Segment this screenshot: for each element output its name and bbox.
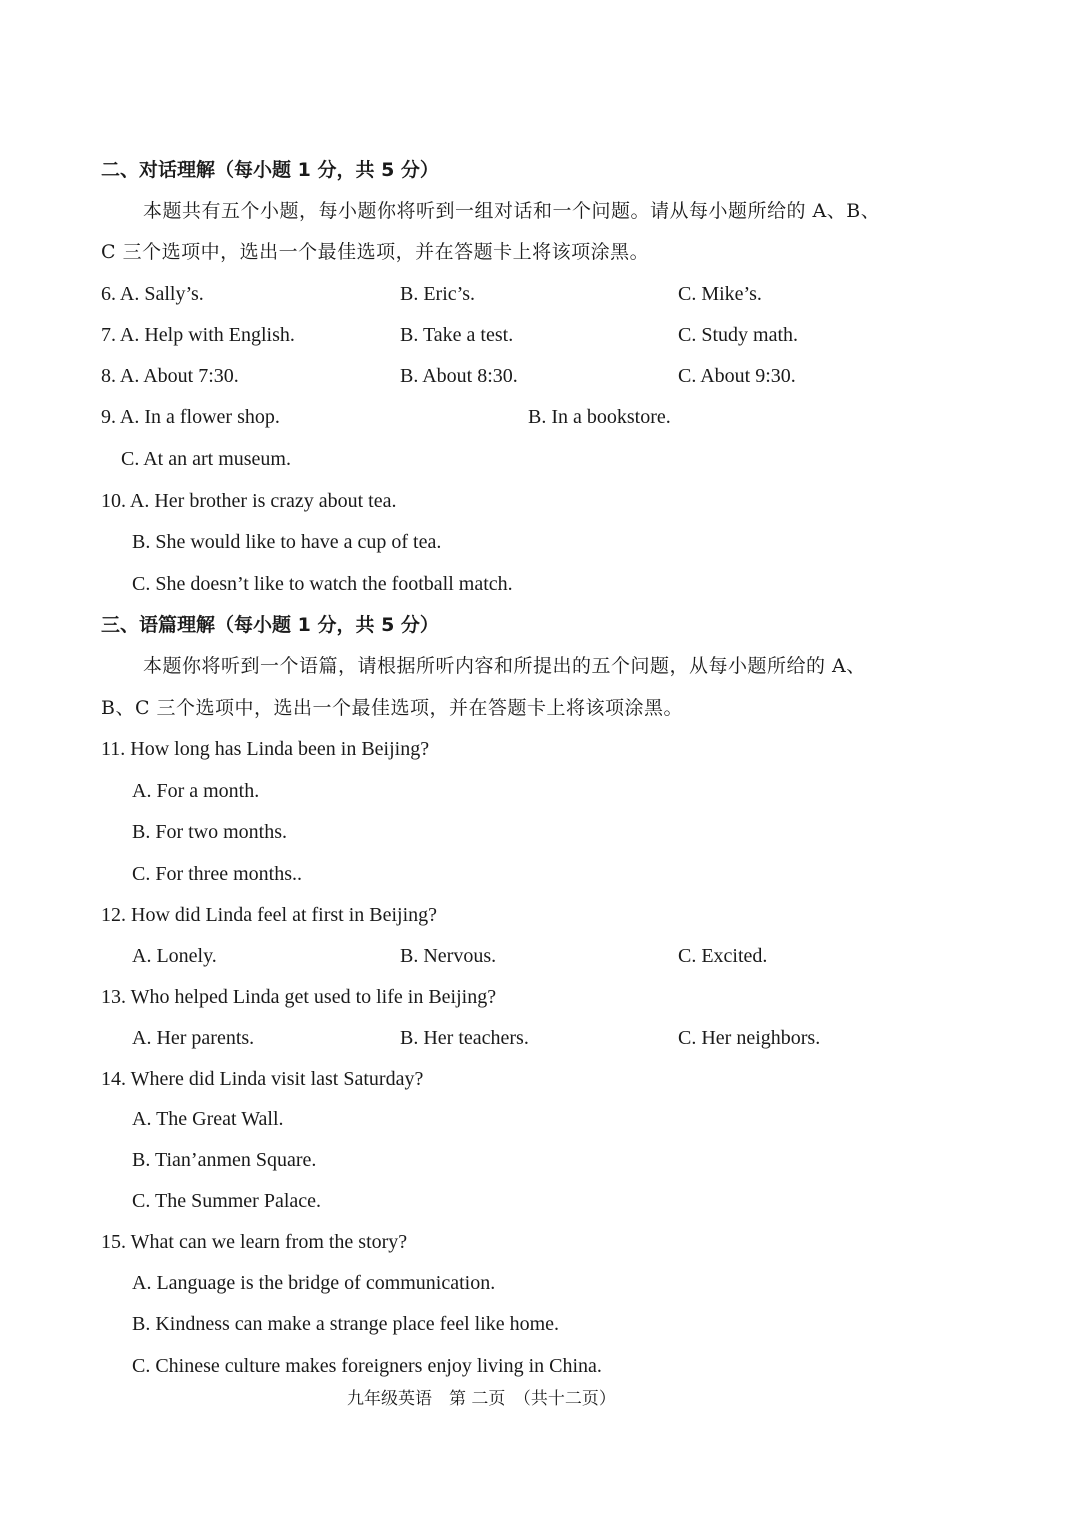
q15-question: 15. What can we learn from the story?: [101, 1231, 408, 1253]
q11-option-c: C. For three months..: [132, 863, 302, 885]
section-3-instructions-line-2: B、C 三个选项中，选出一个最佳选项，并在答题卡上将该项涂黑。: [101, 697, 684, 719]
q12-option-b: B. Nervous.: [400, 945, 497, 967]
q10-option-a: 10. A. Her brother is crazy about tea.: [101, 490, 397, 512]
q12-option-a: A. Lonely.: [132, 945, 217, 967]
q11-option-b: B. For two months.: [132, 821, 288, 843]
q7-option-c: C. Study math.: [678, 324, 799, 346]
q7-option-a: 7. A. Help with English.: [101, 324, 295, 346]
q11-question: 11. How long has Linda been in Beijing?: [101, 738, 430, 760]
q15-option-c: C. Chinese culture makes foreigners enjoy living in China.: [132, 1355, 602, 1377]
q15-option-b: B. Kindness can make a strange place feel like home.: [132, 1313, 560, 1335]
q9-option-c: C. At an art museum.: [121, 448, 291, 470]
q6-option-b: B. Eric’s.: [400, 283, 475, 305]
q14-option-b: B. Tian’anmen Square.: [132, 1149, 317, 1171]
q13-question: 13. Who helped Linda get used to life in Beijing?: [101, 986, 497, 1008]
section-2-instructions-line-1: 本题共有五个小题，每小题你将听到一组对话和一个问题。请从每小题所给的 A、B、: [143, 200, 881, 222]
q9-option-a: 9. A. In a flower shop.: [101, 406, 280, 428]
q10-option-c: C. She doesn’t like to watch the football match.: [132, 573, 513, 595]
q14-option-c: C. The Summer Palace.: [132, 1190, 322, 1212]
section-3-instructions-line-1: 本题你将听到一个语篇，请根据所听内容和所提出的五个问题，从每小题所给的 A、: [143, 655, 866, 677]
section-3-heading: 三、语篇理解（每小题 1 分，共 5 分）: [101, 614, 439, 636]
page-footer: 九年级英语 第 二页 （共十二页）: [347, 1389, 616, 1409]
q9-option-b: B. In a bookstore.: [528, 406, 671, 428]
q7-option-b: B. Take a test.: [400, 324, 514, 346]
q6-option-a: 6. A. Sally’s.: [101, 283, 204, 305]
section-2-heading: 二、对话理解（每小题 1 分，共 5 分）: [101, 159, 439, 181]
q13-option-b: B. Her teachers.: [400, 1027, 529, 1049]
q12-question: 12. How did Linda feel at first in Beijing?: [101, 904, 438, 926]
q6-option-c: C. Mike’s.: [678, 283, 762, 305]
q11-option-a: A. For a month.: [132, 780, 260, 802]
q13-option-c: C. Her neighbors.: [678, 1027, 821, 1049]
q15-option-a: A. Language is the bridge of communication.: [132, 1272, 496, 1294]
q8-option-b: B. About 8:30.: [400, 365, 518, 387]
q14-question: 14. Where did Linda visit last Saturday?: [101, 1068, 424, 1090]
q13-option-a: A. Her parents.: [132, 1027, 255, 1049]
section-2-instructions-line-2: C 三个选项中，选出一个最佳选项，并在答题卡上将该项涂黑。: [101, 241, 650, 263]
q10-option-b: B. She would like to have a cup of tea.: [132, 531, 442, 553]
q12-option-c: C. Excited.: [678, 945, 768, 967]
q8-option-c: C. About 9:30.: [678, 365, 796, 387]
q8-option-a: 8. A. About 7:30.: [101, 365, 239, 387]
q14-option-a: A. The Great Wall.: [132, 1108, 284, 1130]
